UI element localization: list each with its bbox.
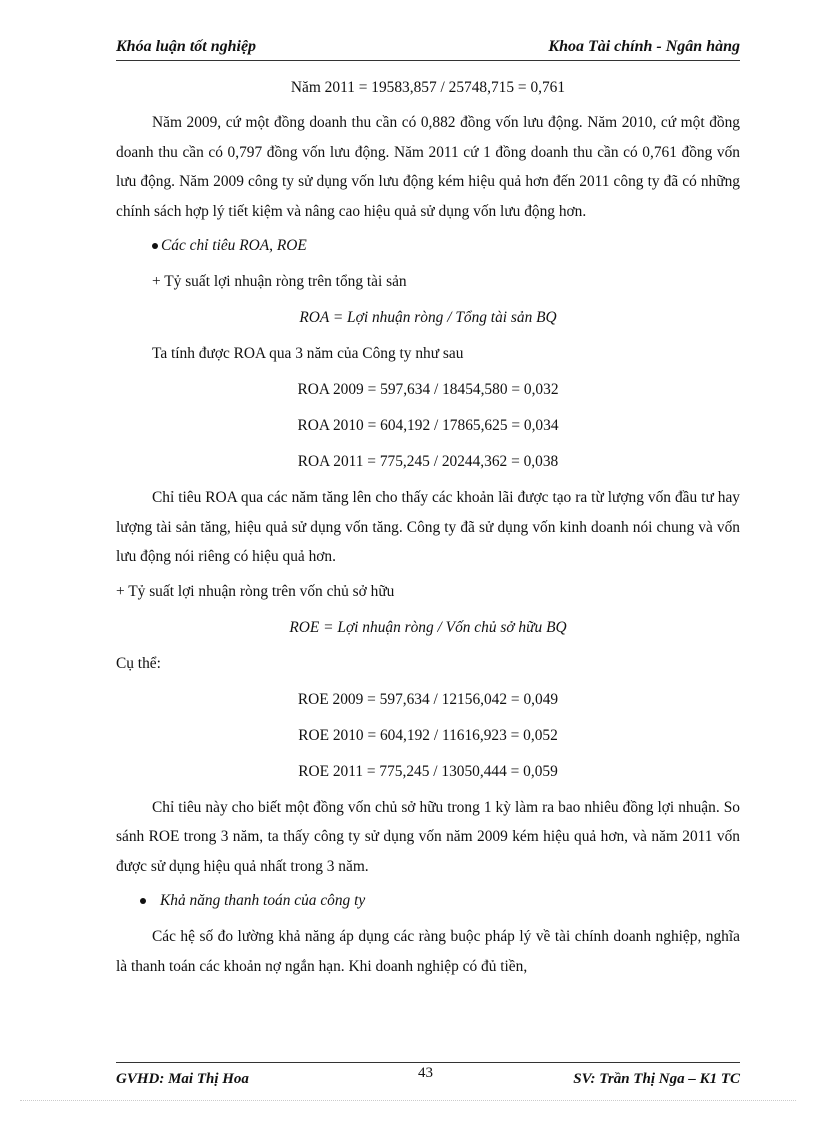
roa-2011: ROA 2011 = 775,245 / 20244,362 = 0,038 [297, 453, 559, 470]
equation-2011: Năm 2011 = 19583,857 / 25748,715 = 0,761 [290, 79, 566, 96]
roa-2009: ROA 2009 = 597,634 / 18454,580 = 0,032 [297, 381, 559, 398]
bullet-roa-roe [116, 228, 740, 264]
roe-formula: ROE = Lợi nhuận ròng / Vốn chủ sở hữu BQ [289, 618, 567, 636]
paragraph-working-capital: Năm 2009, cứ một đồng doanh thu cần có 0,882 đồng vốn lưu động. Năm 2010, cứ một đồng doanh thu cần có 0,797 đồng vốn lưu động. Năm 2011 cứ 1 đồng doanh thu cần có 0,761 đồng vốn lưu động. Năm 2009 công ty sử dụng vốn lưu động kém hiệu quả hơn đến 2011 công ty đã có những chính sách hợp lý tiết kiệm và nâng cao hiệu quả sử dụng vốn lưu động hơn. [116, 114, 740, 220]
bullet-solvency [116, 883, 740, 919]
bullet-icon [140, 898, 146, 904]
page-bottom-divider [20, 1100, 796, 1101]
roa-intro: Ta tính được ROA qua 3 năm của Công ty như sau [152, 345, 464, 362]
header-thesis-label: Khóa luận tốt nghiệp [116, 38, 257, 55]
footer-student: SV: Trần Thị Nga – K1 TC [573, 1071, 740, 1087]
roa-heading: + Tỷ suất lợi nhuận ròng trên tổng tài sản [152, 273, 407, 290]
roe-2011: ROE 2011 = 775,245 / 13050,444 = 0,059 [298, 762, 558, 780]
paragraph-roa-analysis: Chỉ tiêu ROA qua các năm tăng lên cho thấy các khoản lãi được tạo ra từ lượng vốn đầu tư hay lượng tài sản tăng, hiệu quả sử dụng vốn tăng. Công ty đã sử dụng vốn kinh doanh nói chung và vốn lưu động nói riêng có hiệu quả hơn. [116, 489, 740, 565]
footer-supervisor: GVHD: Mai Thị Hoa [116, 1071, 249, 1087]
document-body [116, 70, 740, 981]
page-footer [116, 1062, 740, 1089]
bullet-roa-roe-label: Các chỉ tiêu ROA, ROE [161, 237, 307, 254]
roe-heading: + Tỷ suất lợi nhuận ròng trên vốn chủ sở hữu [116, 582, 395, 600]
roa-2010: ROA 2010 = 604,192 / 17865,625 = 0,034 [297, 417, 559, 434]
paragraph-solvency: Các hệ số đo lường khả năng áp dụng các ràng buộc pháp lý về tài chính doanh nghiệp, nghĩa là thanh toán các khoản nợ ngắn hạn. Khi doanh nghiệp có đủ tiền, [116, 928, 740, 975]
bullet-solvency-label: Khả năng thanh toán của công ty [160, 892, 366, 909]
header-faculty-label: Khoa Tài chính - Ngân hàng [548, 38, 740, 55]
roe-2009: ROE 2009 = 597,634 / 12156,042 = 0,049 [297, 690, 559, 708]
roa-formula: ROA = Lợi nhuận ròng / Tổng tài sản BQ [299, 309, 557, 326]
roe-intro: Cụ thể: [116, 654, 161, 672]
page-header [116, 38, 740, 61]
bullet-icon [152, 243, 158, 249]
roe-2010: ROE 2010 = 604,192 / 11616,923 = 0,052 [298, 726, 558, 744]
page-number: 43 [418, 1065, 433, 1081]
paragraph-roe-analysis: Chỉ tiêu này cho biết một đồng vốn chủ sở hữu trong 1 kỳ làm ra bao nhiêu đồng lợi nhuận. So sánh ROE trong 3 năm, ta thấy công ty sử dụng vốn năm 2009 kém hiệu quả hơn, và năm 2011 vốn được sử dụng hiệu quả nhất trong 3 năm. [116, 798, 740, 875]
